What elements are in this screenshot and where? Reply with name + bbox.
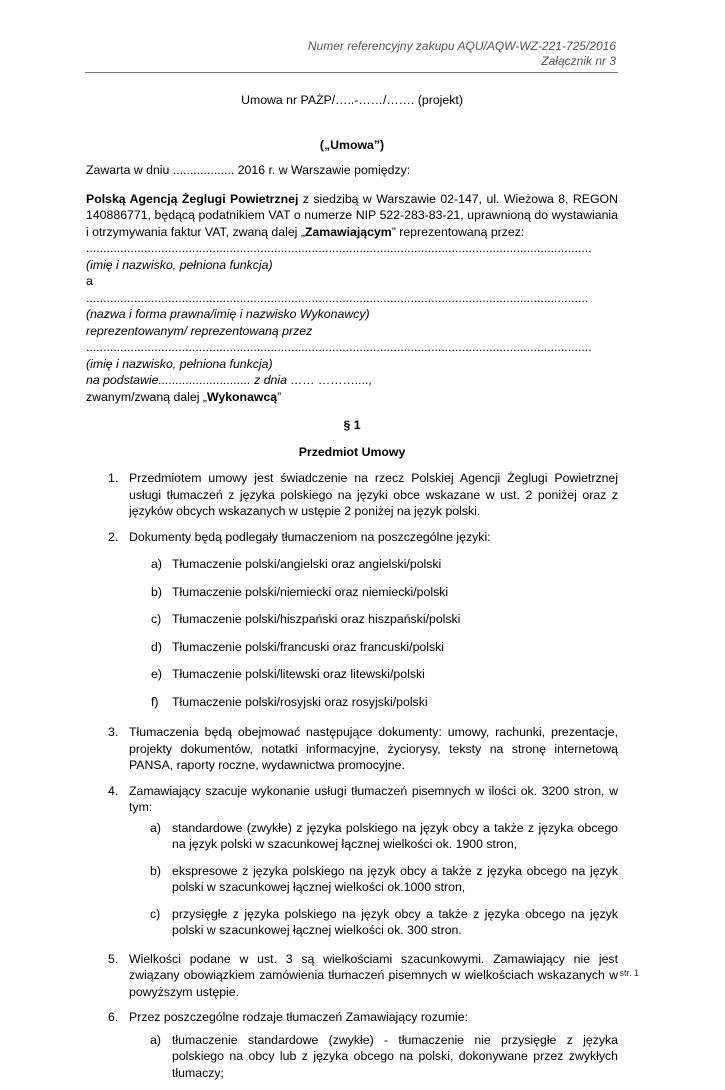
document-title: Umowa nr PAŻP/…..-……/……. (projekt) — [241, 93, 463, 107]
party-1-role: Zamawiającym — [304, 224, 392, 239]
item-text: Tłumaczenie polski/francuski oraz francuski/polski — [172, 639, 445, 654]
party-1-details: z siedzibą w Warszawie 02-147, ul. Wieżowa 8, REGON 140886771, będącą podatnikiem VAT o numerze NIP 522-283-83-21, uprawnioną do wystawiania i otrzymywania faktur VAT, zwaną dalej „ — [86, 191, 618, 239]
estimate-item-c — [129, 906, 618, 939]
estimate-item-a — [129, 820, 618, 853]
item-letter: b) — [150, 863, 161, 878]
contractor-note: (nazwa i forma prawna/imię i nazwisko Wykonawcy) — [86, 307, 370, 321]
item-letter: a) — [151, 557, 162, 571]
signatory-dots-1: .................................................................................................................................................... — [86, 241, 592, 255]
named-end: ” — [277, 389, 282, 404]
clause-number: 2. — [108, 529, 119, 544]
clause-text: Przedmiotem umowy jest świadczenie na rzecz Polskiej Agencji Żeglugi Powietrznej usługi tłumaczeń z języka polskiego na języki obce wskazane w ust. 2 poniżej oraz z języków obcych wskazanych w ustępie 2 poniżej na język polski. — [129, 471, 618, 518]
item-text: ekspresowe z języka polskiego na język obcy a także z języka obcego na język polski w szacunkowej łącznej wielkości ok.1000 stron, — [172, 863, 618, 894]
clause-text: Dokumenty będą podlegały tłumaczeniom na poszczególne języki: — [129, 529, 491, 544]
clause-3 — [86, 724, 618, 774]
language-item — [151, 611, 618, 628]
item-letter: d) — [151, 639, 162, 654]
clause-5 — [86, 951, 618, 1001]
clause-number: 1. — [108, 471, 119, 485]
clause-number: 4. — [108, 783, 119, 798]
clause-list — [86, 470, 618, 1081]
item-letter: b) — [151, 584, 162, 599]
clause-1 — [86, 470, 618, 520]
language-item — [151, 639, 618, 656]
page-header — [308, 39, 616, 69]
clause-number: 5. — [108, 951, 119, 966]
named-start: zwanym/zwaną dalej „ — [86, 389, 207, 404]
section-title: Przedmiot Umowy — [298, 444, 406, 459]
clause-4 — [86, 783, 618, 939]
umowa-label: („Umowa”) — [319, 137, 385, 152]
item-letter: f) — [151, 694, 159, 709]
language-item — [151, 556, 618, 573]
item-text: tłumaczenie standardowe (zwykłe) - tłumaczenie nie przysięgłe z języka polskiego na obcy lub z języka obcego na polski, dokonywane przez zwykłych tłumaczy; — [172, 1032, 618, 1080]
definition-item-a — [129, 1032, 618, 1082]
clause-6 — [86, 1009, 618, 1081]
language-item — [151, 584, 618, 601]
and-conjunction: a — [86, 274, 93, 288]
contractor-dots: ................................................................................................................................................... — [86, 290, 589, 305]
clause-text: Wielkości podane w ust. 3 są wielkościami szacunkowymi. Zamawiający nie jest związany obowiązkiem zamówienia tłumaczeń pisemnych w wielkościach wskazanych w powyższym ustępie. — [129, 951, 618, 999]
basis-line: na podstawie........................... z dnia …… ………...., — [86, 373, 373, 387]
item-letter: c) — [151, 612, 162, 626]
contractor-role: Wykonawcą — [206, 389, 278, 404]
date-line: Zawarta w dniu .................. 2016 r. w Warszawie pomiędzy: — [86, 163, 411, 177]
party-1-end: ” reprezentowaną przez: — [391, 224, 525, 239]
signatory-dots-2: .................................................................................................................................................... — [86, 340, 592, 354]
clause-text: Przez poszczególne rodzaje tłumaczeń Zamawiający rozumie: — [129, 1010, 468, 1024]
signatory-note-1: (imię i nazwisko, pełniona funkcja) — [86, 257, 273, 272]
header-divider — [85, 72, 618, 73]
clause-number: 3. — [108, 725, 119, 739]
item-letter: e) — [151, 667, 162, 681]
document-body — [86, 92, 618, 1090]
party-1-name: Polską Agencją Żeglugi Powietrznej — [86, 191, 299, 206]
estimate-item-b — [129, 863, 618, 896]
item-text: Tłumaczenie polski/angielski oraz angielski/polski — [172, 557, 442, 571]
contractor-named-line — [86, 389, 618, 406]
item-text: Tłumaczenie polski/litewski oraz litewski/polski — [172, 667, 425, 681]
item-letter: a) — [150, 1032, 161, 1047]
reference-number: Numer referencyjny zakupu AQU/AQW-WZ-221-725/2016 — [307, 39, 616, 53]
item-letter: a) — [150, 820, 161, 835]
annex-label: Załącznik nr 3 — [541, 54, 616, 68]
represented-by-note: reprezentowanym/ reprezentowaną przez — [86, 323, 313, 338]
item-text: standardowe (zwykłe) z języka polskiego na język obcy a także z języka obcego na język polski w szacunkowej łącznej wielkości ok. 1900 stron, — [172, 820, 618, 851]
section-number: § 1 — [343, 418, 361, 432]
item-text: Tłumaczenie polski/hiszpański oraz hiszpański/polski — [172, 612, 461, 626]
clause-2 — [86, 529, 618, 711]
clause-text: Tłumaczenia będą obejmować następujące dokumenty: umowy, rachunki, prezentacje, projekty dokumentów, notatki informacyjne, życiorysy, teksty na stronę internetową PANSA, raporty roczne, wydawnictwa promocyjne. — [129, 725, 618, 772]
language-item — [151, 694, 618, 711]
language-item — [151, 666, 618, 683]
item-text: Tłumaczenie polski/niemiecki oraz niemiecki/polski — [172, 584, 449, 599]
clause-text: Zamawiający szacuje wykonanie usługi tłumaczeń pisemnych w ilości ok. 3200 stron, w tym: — [129, 783, 618, 814]
party-1-paragraph — [86, 191, 618, 241]
language-list — [129, 556, 618, 710]
page-number: str. 1 — [619, 968, 639, 978]
item-letter: c) — [150, 906, 161, 921]
item-text: przysięgłe z języka polskiego na język obcy a także z języka obcego na język polski w szacunkowej łącznej wielkości ok. 300 stron. — [172, 906, 618, 937]
signatory-note-2: (imię i nazwisko, pełniona funkcja) — [86, 356, 273, 371]
item-text: Tłumaczenie polski/rosyjski oraz rosyjski/polski — [172, 694, 428, 709]
clause-number: 6. — [108, 1010, 119, 1024]
